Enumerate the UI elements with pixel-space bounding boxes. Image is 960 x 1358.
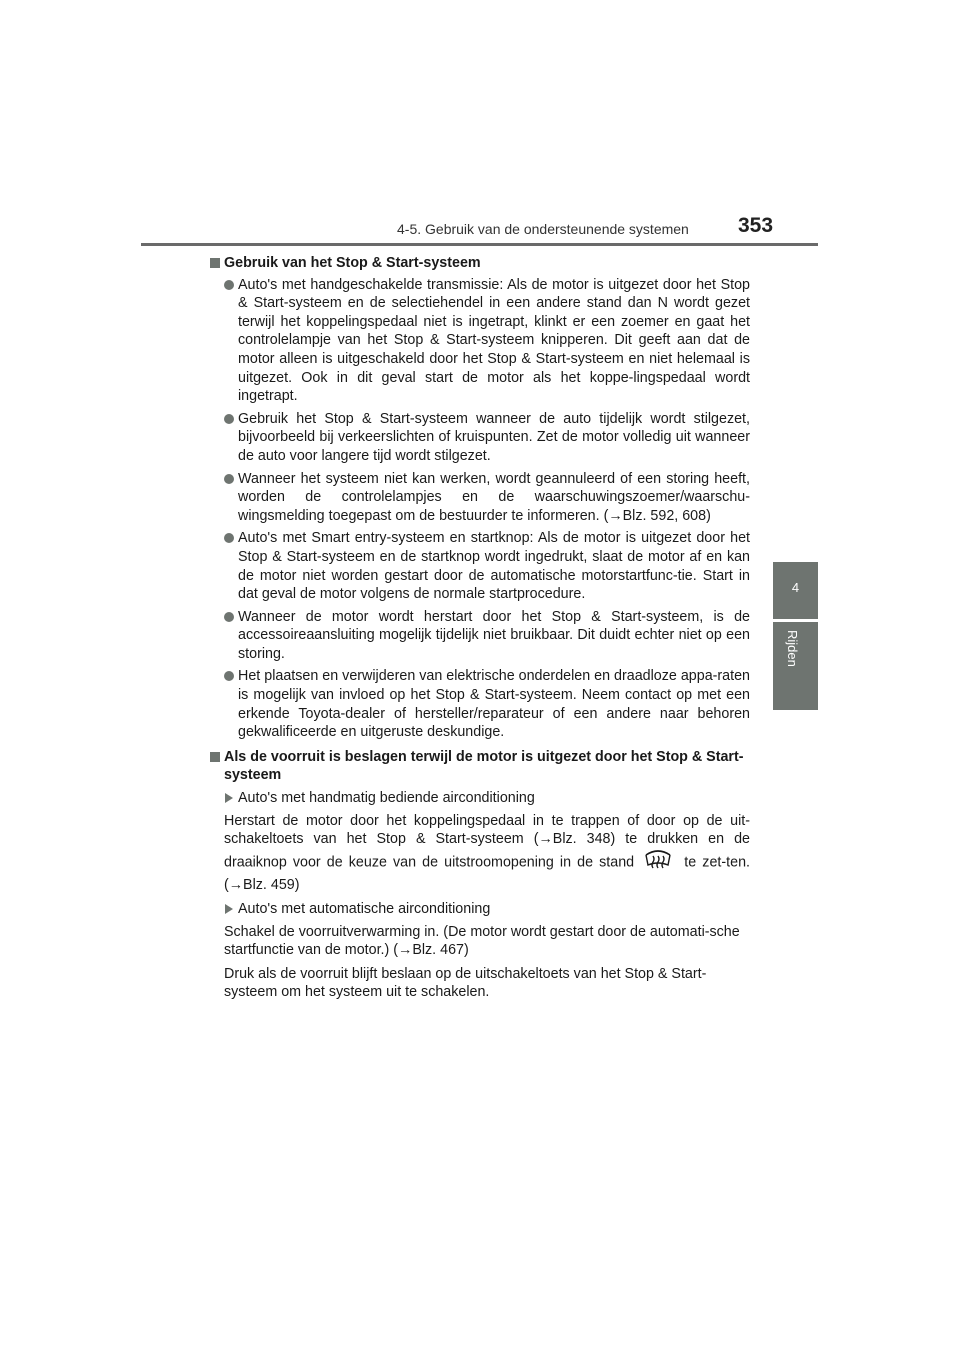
list-item	[210, 608, 750, 664]
list-item-text: Gebruik het Stop & Start-systeem wanneer de auto tijdelijk wordt stilgezet, bijvoorbeeld bij verkeerslichten of kruispunten. Zet de motor volledig uit wanneer de auto voor langere tijd wordt stilgezet.	[238, 410, 750, 464]
sub-heading-text: Auto's met automatische airconditioning	[238, 901, 491, 917]
round-bullet-icon	[224, 612, 234, 622]
list-item-text: Wanneer het systeem niet kan werken, wordt geannuleerd of een storing heeft, worden de controlelampjes en de waarschuwingszoemer/waarschu-wingsmelding toegepast om de bestuurder te informeren. (→Blz. 592, 608)	[238, 470, 750, 524]
round-bullet-icon	[224, 280, 234, 290]
section-heading	[210, 748, 750, 785]
square-bullet-icon	[210, 752, 220, 762]
paragraph-text: Herstart de motor door het koppelingspedaal in te trappen of door op de uit-schakeltoets van het Stop & Start-systeem (→Blz. 348) te drukken en de draaiknop voor de keuze van de uitstroomopening in de stand	[224, 812, 750, 871]
header-rule	[141, 243, 818, 246]
section-heading	[210, 254, 750, 273]
paragraph-text: Schakel de voorruitverwarming in. (De motor wordt gestart door de automati-sche startfunctie van de motor.) (→Blz. 467)	[224, 923, 740, 959]
round-bullet-icon	[224, 414, 234, 424]
chapter-tab-name	[773, 622, 818, 710]
paragraph-text: Druk als de voorruit blijft beslaan op de uitschakeltoets van het Stop & Start-systeem om het systeem uit te schakelen.	[224, 965, 707, 1001]
section-heading-text: Gebruik van het Stop & Start-systeem	[224, 255, 481, 271]
page-number: 353	[738, 214, 774, 237]
paragraph	[210, 923, 750, 960]
paragraph	[210, 965, 750, 1002]
round-bullet-icon	[224, 671, 234, 681]
list-item-text: Het plaatsen en verwijderen van elektrische onderdelen en draadloze appa-raten is mogelijk van invloed op het Stop & Start-systeem. Neem contact op met een erkende Toyota-dealer of hersteller/reparateur of een andere naar behoren gekwalificeerde en uitgeruste deskundige.	[238, 668, 750, 741]
windshield-defroster-icon	[644, 849, 672, 877]
paragraph-text: te zet-ten. (→Blz. 459)	[224, 854, 750, 894]
round-bullet-icon	[224, 533, 234, 543]
list-item-text: Auto's met handgeschakelde transmissie: Als de motor is uitgezet door het Stop & Start-systeem en de selectiehendel in een andere stand dan N wordt gezet terwijl het koppelingspedaal niet is ingetrapt, klinkt er een zoemer en gaat het controlelampje van het Stop & Start-systeem knipperen. Dit geeft aan dat de motor alleen is uitgeschakeld door het Stop & Start-systeem en niet helemaal is uitgezet. Ook in dit geval start de motor als het koppe-lingspedaal wordt ingetrapt.	[238, 276, 750, 405]
page-content	[210, 254, 750, 1007]
sub-heading	[210, 789, 750, 808]
sub-heading-text: Auto's met handmatig bediende airconditioning	[238, 790, 535, 807]
triangle-bullet-icon	[225, 904, 233, 914]
list-item	[210, 667, 750, 741]
round-bullet-icon	[224, 474, 234, 484]
list-item-text: Wanneer de motor wordt herstart door het Stop & Start-systeem, is de accessoireaansluiting mogelijk tijdelijk niet bruikbaar. Dit duidt echter niet op een storing.	[238, 608, 750, 662]
list-item	[210, 276, 750, 406]
list-item	[210, 470, 750, 526]
chapter-tab-number	[773, 562, 818, 619]
list-item	[210, 410, 750, 466]
chapter-number: 4	[791, 580, 800, 595]
square-bullet-icon	[210, 258, 220, 268]
paragraph	[210, 812, 750, 895]
header-title: 4-5. Gebruik van de ondersteunende systemen	[397, 221, 689, 237]
sub-heading	[210, 900, 750, 919]
list-item-text: Auto's met Smart entry-systeem en startknop: Als de motor is uitgezet door het Stop & Start-systeem en de startknop wordt ingedrukt, slaat de motor af en kan de motor niet worden gestart door de automatische motorstartfunc-tie. Start in dat geval de motor volgens de normale startprocedure.	[238, 530, 750, 603]
triangle-bullet-icon	[225, 793, 233, 803]
chapter-name: Rijden	[785, 630, 800, 667]
section-heading-text: Als de voorruit is beslagen terwijl de motor is uitgezet door het Stop & Start-systeem	[224, 748, 744, 784]
list-item	[210, 529, 750, 603]
